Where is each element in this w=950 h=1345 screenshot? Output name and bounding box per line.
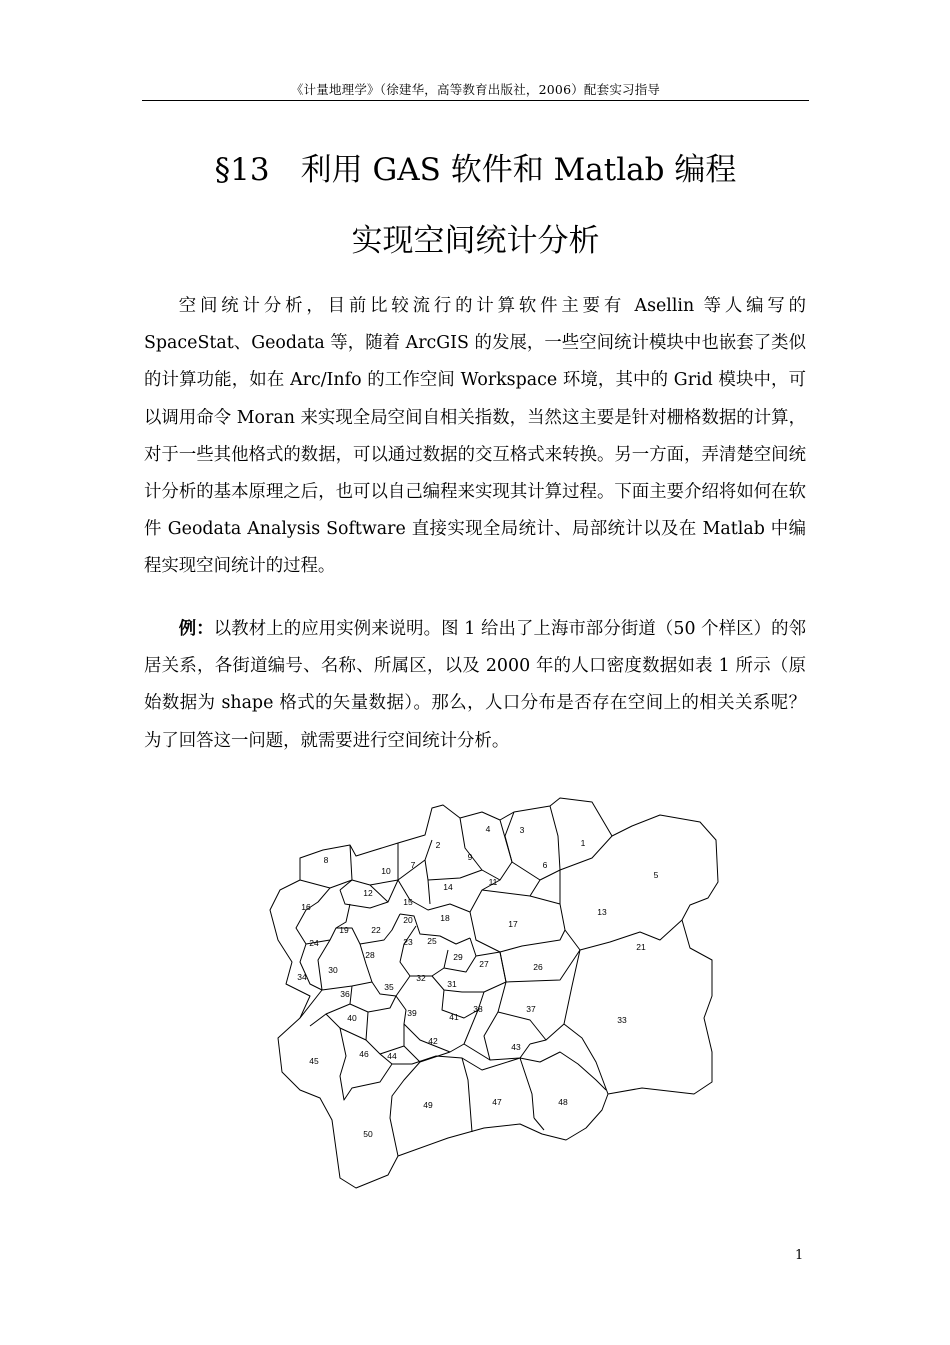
region-label-3: 3 [519,825,525,835]
region-label-31: 31 [447,979,457,989]
region-label-30: 30 [328,965,338,975]
intro-paragraph: 空间统计分析，目前比较流行的计算软件主要有 Asellin 等人编写的 SpaceStat、Geodata 等，随着 ArcGIS 的发展，一些空间统计模块中也嵌套了类似的计算功能，如在 Arc/Info 的工作空间 Workspace 环境，其中的 Grid 模块中，可以调用命令 Moran 来实现全局空间自相关指数，当然这主要是针对栅格数据的计算，对于一些其他格式的数据，可以通过数据的交互格式来转换。另一方面，弄清楚空间统计分析的基本原理之后，也可以自己编程来实现其计算过程。下面主要介绍将如何在软件 Geodata Analysis Software 直接实现全局统计、局部统计以及在 Matlab 中编程实现空间统计的过程。 [144,296,806,577]
region-label-24: 24 [309,938,319,948]
region-label-19: 19 [339,925,349,935]
region-label-27: 27 [479,959,489,969]
running-header: 《计量地理学》（徐建华，高等教育出版社，2006）配套实习指导 [290,82,661,97]
region-label-21: 21 [636,942,646,952]
region-label-4: 4 [485,824,491,834]
region-label-16: 16 [301,902,311,912]
region-label-14: 14 [443,882,453,892]
region-label-44: 44 [387,1051,397,1061]
region-label-22: 22 [371,925,381,935]
street-map-svg [262,795,722,1190]
region-label-50: 50 [363,1129,373,1139]
map-outer-boundary [270,798,718,1188]
region-label-35: 35 [384,982,394,992]
region-label-29: 29 [453,952,463,962]
region-label-37: 37 [526,1004,536,1014]
region-label-20: 20 [403,915,413,925]
region-label-42: 42 [428,1036,438,1046]
example-lead: 例： [178,619,214,639]
example-paragraph [144,611,806,760]
header-divider [142,100,809,101]
region-label-28: 28 [365,950,375,960]
region-label-48: 48 [558,1097,568,1107]
region-label-6: 6 [542,860,548,870]
region-label-12: 12 [363,888,373,898]
region-label-46: 46 [359,1049,369,1059]
region-label-33: 33 [617,1015,627,1025]
region-label-8: 8 [323,855,329,865]
section-title-line-2: 实现空间统计分析 [351,223,600,259]
page-number: 1 [795,1248,804,1263]
region-label-11: 11 [488,877,498,887]
region-label-17: 17 [508,919,518,929]
shanghai-street-map [262,795,722,1190]
region-label-1: 1 [580,838,586,848]
region-label-36: 36 [340,989,350,999]
region-label-32: 32 [416,973,426,983]
region-label-18: 18 [440,913,450,923]
region-label-38: 38 [473,1004,483,1014]
region-label-23: 23 [403,937,413,947]
region-label-40: 40 [347,1013,357,1023]
region-label-49: 49 [423,1100,433,1110]
example-text: 以教材上的应用实例来说明。图 1 给出了上海市部分街道（50 个样区）的邻居关系，各街道编号、名称、所属区，以及 2000 年的人口密度数据如表 1 所示（原始数据为 shape 格式的矢量数据）。那么，人口分布是否存在空间上的相关关系呢？为了回答这一问题，就需要进行空间统计分析。 [144,619,806,751]
region-label-41: 41 [449,1012,459,1022]
region-label-13: 13 [597,907,607,917]
region-label-39: 39 [407,1008,417,1018]
region-label-25: 25 [427,936,437,946]
region-label-43: 43 [511,1042,521,1052]
region-label-9: 9 [467,852,473,862]
region-label-7: 7 [410,860,416,870]
region-label-10: 10 [381,866,391,876]
region-label-5: 5 [653,870,659,880]
region-label-15: 15 [403,897,413,907]
region-label-26: 26 [533,962,543,972]
region-label-45: 45 [309,1056,319,1066]
region-label-47: 47 [492,1097,502,1107]
region-label-2: 2 [435,840,441,850]
section-title-line-1: §13 利用 GAS 软件和 Matlab 编程 [214,152,737,188]
region-label-34: 34 [297,972,307,982]
